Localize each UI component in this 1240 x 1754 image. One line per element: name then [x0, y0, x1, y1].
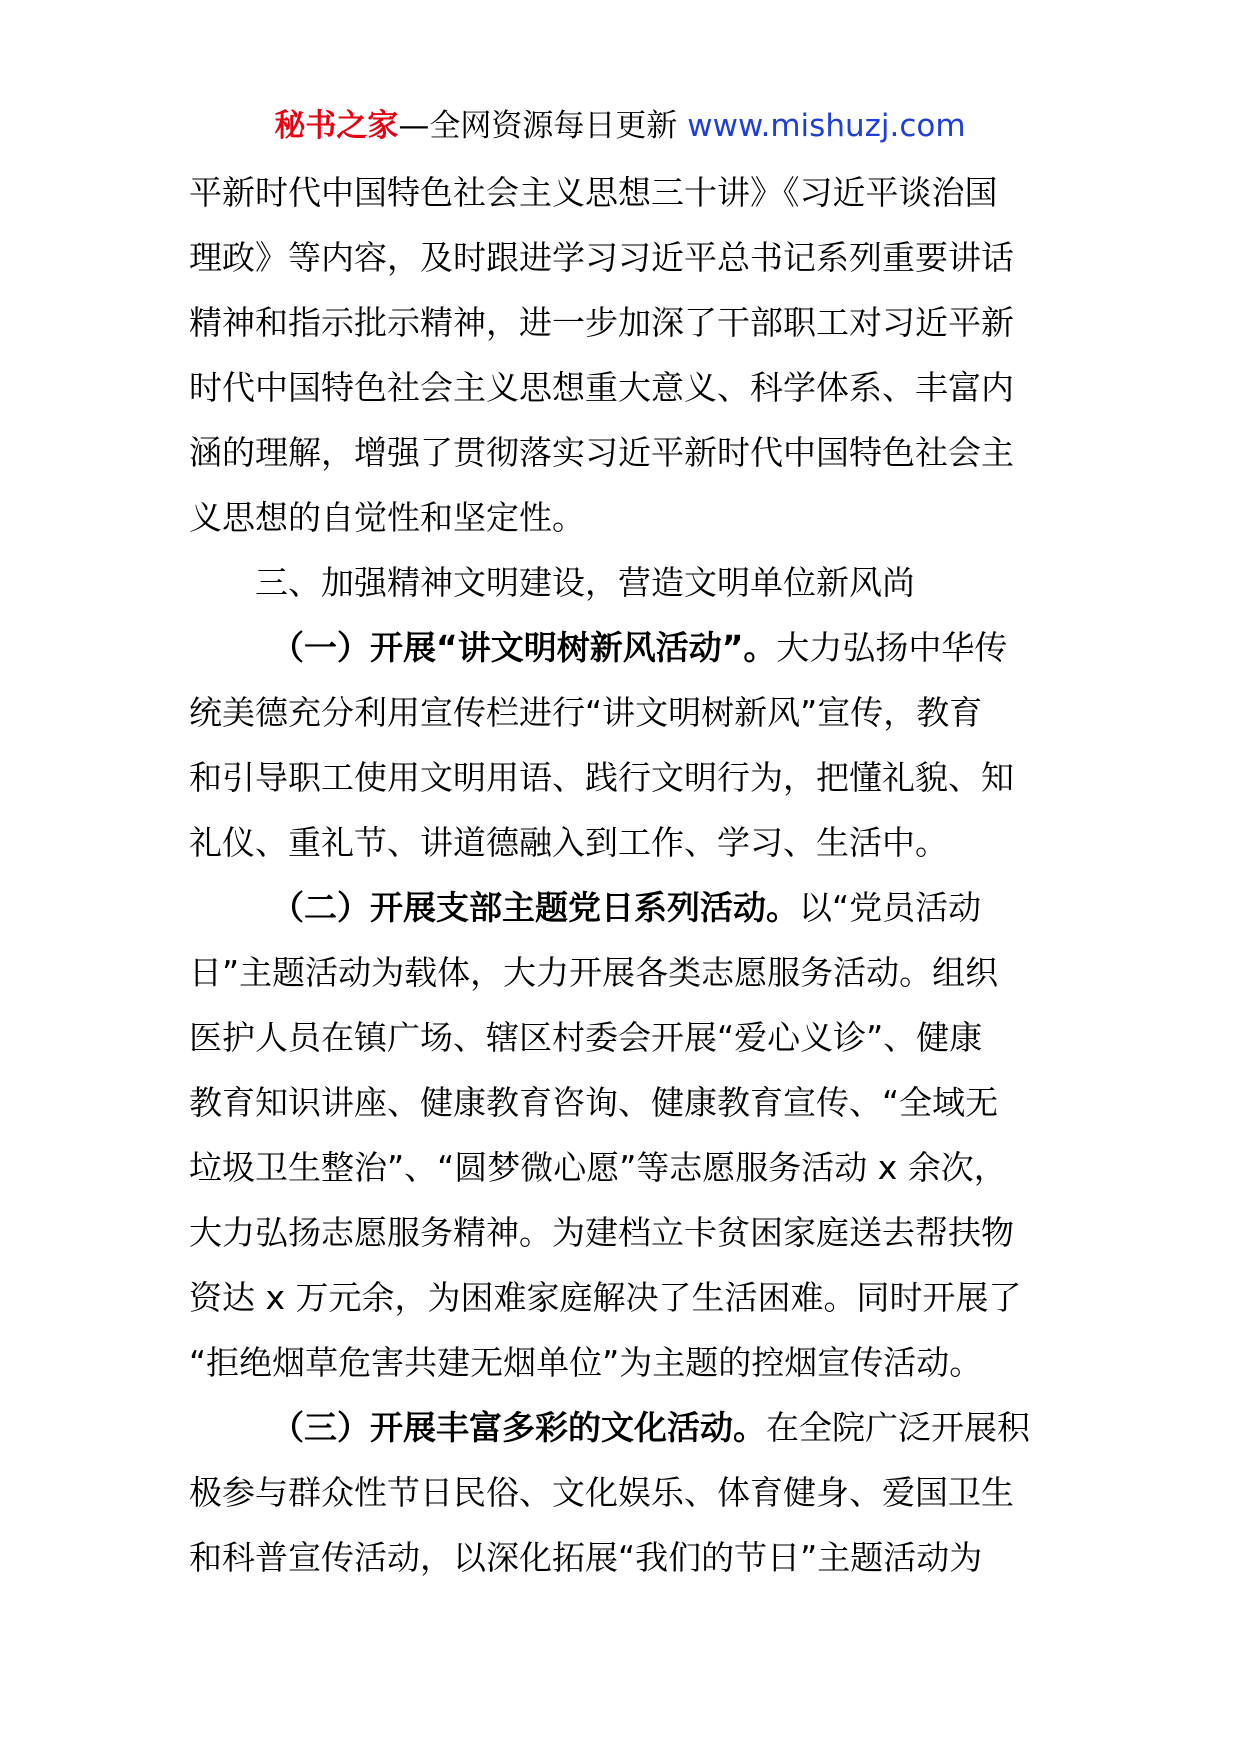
item-text: 以“党员活动	[799, 888, 982, 927]
text-line: 极参与群众性节日民俗、文化娱乐、体育健身、爱国卫生	[189, 1473, 1014, 1512]
section-heading: 三、加强精神文明建设，营造文明单位新风尚	[255, 563, 915, 602]
text-line: “拒绝烟草危害共建无烟单位”为主题的控烟宣传活动。	[189, 1343, 983, 1382]
text-line: 理政》等内容，及时跟进学习习近平总书记系列重要讲话	[189, 238, 1014, 277]
item-first-line	[189, 615, 1089, 680]
item-text: 大力弘扬中华传	[776, 628, 1008, 667]
document-body	[189, 160, 1089, 1590]
item-text: 在全院广泛开展积	[766, 1408, 1030, 1447]
item-first-line	[189, 875, 1089, 940]
text-line: 教育知识讲座、健康教育咨询、健康教育宣传、“全域无	[189, 1083, 999, 1122]
text-line: 垃圾卫生整治”、“圆梦微心愿”等志愿服务活动 x 余次，	[189, 1148, 1007, 1187]
text-line: 涵的理解，增强了贯彻落实习近平新时代中国特色社会主	[189, 433, 1014, 472]
text-line: 义思想的自觉性和坚定性。	[189, 498, 585, 537]
text-line: 和科普宣传活动，以深化拓展“我们的节日”主题活动为	[189, 1538, 983, 1577]
item-first-line	[189, 1395, 1089, 1460]
text-line: 时代中国特色社会主义思想重大意义、科学体系、丰富内	[189, 368, 1014, 407]
text-line: 礼仪、重礼节、讲道德融入到工作、学习、生活中。	[189, 823, 948, 862]
header-tagline: —全网资源每日更新	[398, 108, 678, 144]
header-url[interactable]: www.mishuzj.com	[687, 108, 966, 144]
text-line: 统美德充分利用宣传栏进行“讲文明树新风”宣传，教育	[189, 693, 983, 732]
text-line: 资达 x 万元余，为困难家庭解决了生活困难。同时开展了	[189, 1278, 1022, 1317]
text-line: 精神和指示批示精神，进一步加深了干部职工对习近平新	[189, 303, 1014, 342]
text-line: 和引导职工使用文明用语、践行文明行为，把懂礼貌、知	[189, 758, 1014, 797]
item-title: （一）开展“讲文明树新风活动”。	[271, 628, 777, 667]
item-title: （二）开展支部主题党日系列活动。	[271, 888, 799, 927]
item-title: （三）开展丰富多彩的文化活动。	[271, 1408, 766, 1447]
brand-name: 秘书之家	[274, 108, 399, 144]
text-line: 日”主题活动为载体，大力开展各类志愿服务活动。组织	[189, 953, 999, 992]
text-line: 大力弘扬志愿服务精神。为建档立卡贫困家庭送去帮扶物	[189, 1213, 1014, 1252]
page-header	[0, 104, 1240, 148]
text-line: 医护人员在镇广场、辖区村委会开展“爱心义诊”、健康	[189, 1018, 983, 1057]
text-line: 平新时代中国特色社会主义思想三十讲》《习近平谈治国	[189, 173, 998, 212]
